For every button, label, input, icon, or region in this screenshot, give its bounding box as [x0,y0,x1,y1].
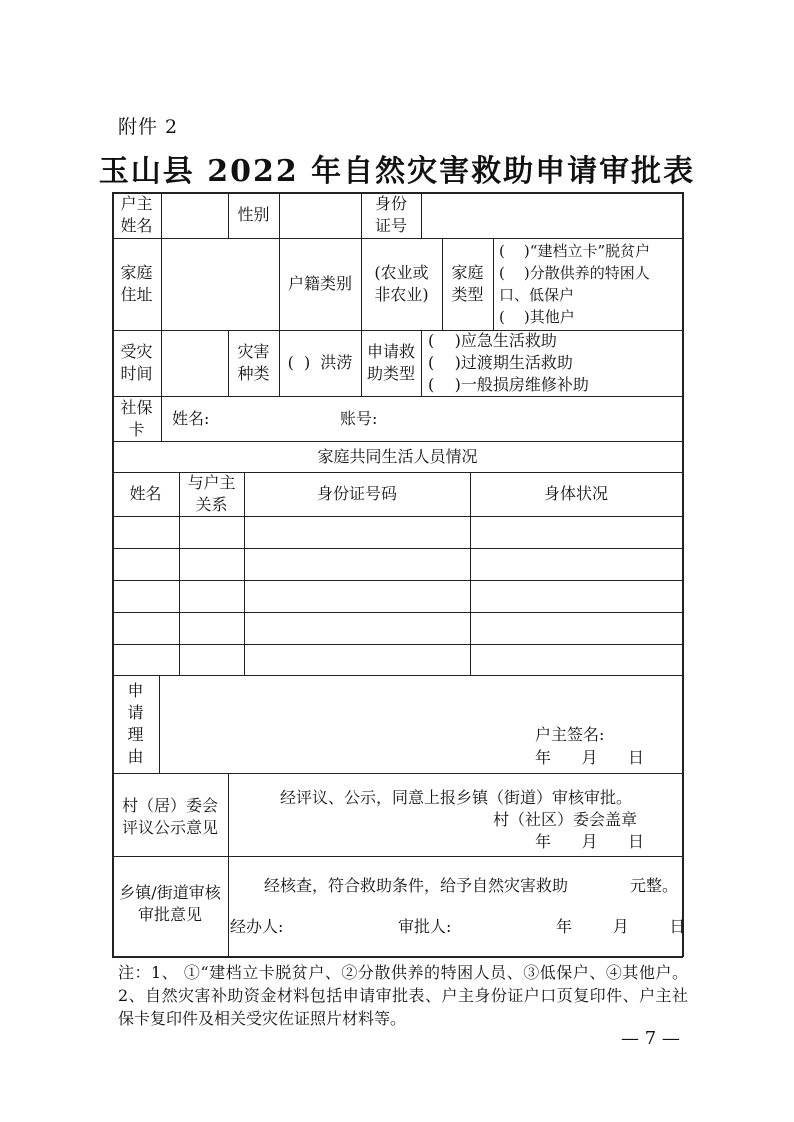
aid-type-label: 申请救 助类型 [366,342,415,383]
village-seal-label: 村（社区）委会盖章 [493,810,638,829]
town-opinion-text: 经核查，符合救助条件，给予自然灾害救助 [264,876,569,895]
v-line [161,238,162,330]
h-line [112,612,683,613]
huji-options: (农业或 非农业) [374,263,429,304]
annex-label: 附件 2 [118,116,179,138]
v-line [161,330,162,396]
card-account-label: 账号: [340,409,378,428]
h-line [112,441,683,442]
h-line [112,516,683,517]
disaster-time-label: 受灾 时间 [120,342,153,383]
table-border-left [112,192,114,957]
head-name-label: 户主 姓名 [120,194,153,235]
approver-label: 审批人: [398,917,452,936]
family-type-label: 家庭 类型 [451,263,484,304]
village-date: 年 月 日 [535,832,645,851]
v-line [279,192,280,238]
yuan-label: 元整。 [630,876,679,895]
v-line [161,396,162,441]
h-line [112,396,683,397]
gender-label: 性别 [237,205,270,224]
h-line [112,238,683,239]
reason-label: 申 请 理 由 [127,681,144,766]
disaster-kind-label: 灾害 种类 [237,342,270,383]
aid-type-options: ( )应急生活救助 ( )过渡期生活救助 ( )一般损房维修补助 [428,331,589,394]
head-signature-label: 户主签名: [535,725,605,744]
village-opinion-text: 经评议、公示，同意上报乡镇（街道）审核审批。 [280,788,633,807]
footnote: 注：1、 ①“建档立卡脱贫户、②分散供养的特困人员、③低保户、④其他户。2、自然灾害补助资金材料包括申请审批表、户主身份证户口页复印件、户主社保卡复印件及相关受灾佐证照片材料等。 [118,963,688,1028]
v-line [493,238,494,330]
h-line [112,548,683,549]
col-relation-header: 与户主 关系 [187,473,236,514]
form-title: 玉山县 2022 年自然灾害救助申请审批表 [98,154,696,189]
town-date: 年 月 日 [556,917,686,936]
page-number: — 7 — [621,1028,680,1049]
village-opinion-label: 村（居）委会 评议公示意见 [121,796,218,837]
h-line [112,773,683,774]
huji-label: 户籍类别 [287,274,352,293]
family-type-options: ( )“建档立卡”脱贫户 ( )分散供养的特困人 口、低保户 ( )其他户 [499,242,651,326]
address-label: 家庭 住址 [120,263,153,304]
table-border-bottom [112,956,683,958]
h-line [112,675,683,676]
v-line [159,675,160,773]
flood-option: ( ) 洪涝 [287,353,353,372]
town-opinion-label: 乡镇/街道审核 审批意见 [119,883,221,924]
col-health-header: 身体状况 [543,484,608,503]
col-name-header: 姓名 [129,484,162,503]
reason-date: 年 月 日 [535,748,645,767]
v-line [421,192,422,238]
v-line [421,330,422,396]
h-line [112,856,683,857]
table-border-right [682,192,684,957]
v-line [228,773,229,956]
h-line [112,644,683,645]
handler-label: 经办人: [230,917,284,936]
card-name-label: 姓名: [172,409,210,428]
social-card-label: 社保 卡 [120,398,153,439]
members-section-title: 家庭共同生活人员情况 [317,447,478,466]
h-line [112,580,683,581]
id-number-label: 身份 证号 [374,194,407,235]
col-id-header: 身份证号码 [316,484,397,503]
v-line [161,192,162,238]
